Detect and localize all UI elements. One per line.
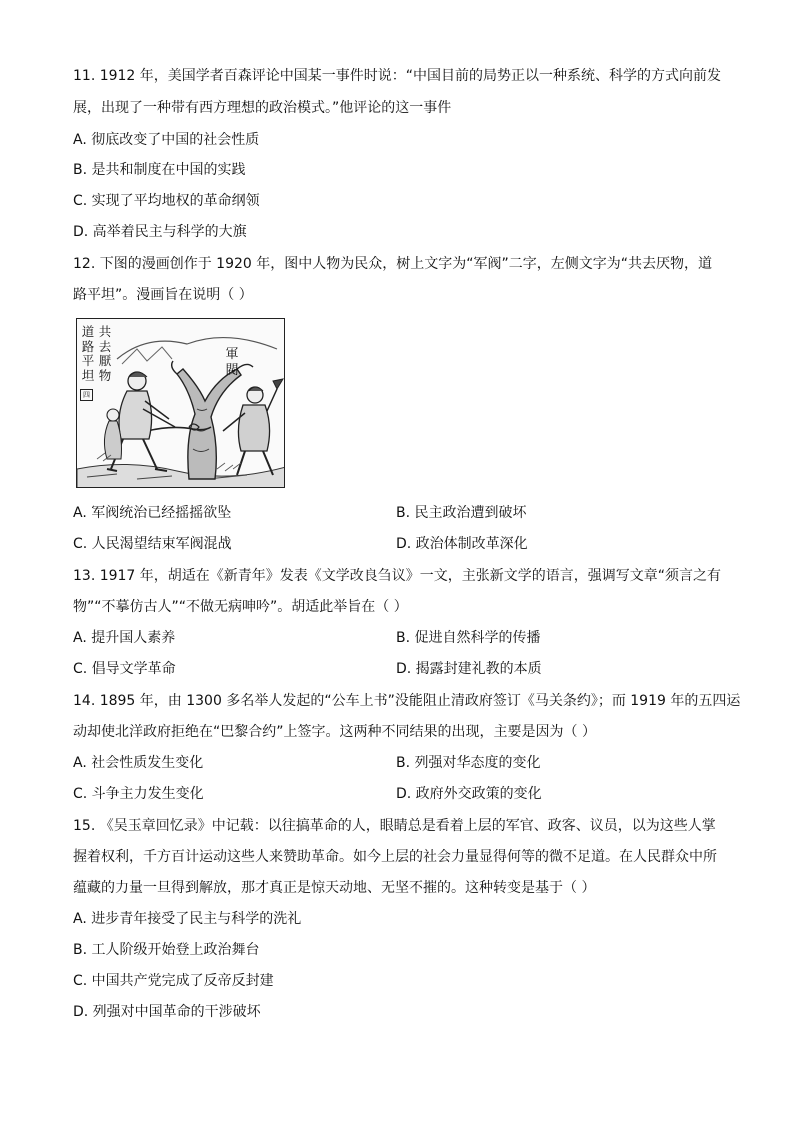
q11-option-a: A. 彻底改变了中国的社会性质 bbox=[73, 132, 260, 148]
cartoon-seal: 四 bbox=[80, 389, 93, 401]
q11-option-d: D. 高举着民主与科学的大旗 bbox=[73, 224, 247, 240]
q11-stem-line2: 展，出现了一种带有西方理想的政治模式。”他评论的这一事件 bbox=[73, 100, 452, 116]
q12-option-a: A. 军阀统治已经摇摇欲坠 bbox=[73, 505, 232, 521]
q12-option-c: C. 人民渴望结束军阀混战 bbox=[73, 536, 232, 552]
q12-stem-line2: 路平坦”。漫画旨在说明（ ） bbox=[73, 287, 253, 303]
q14-stem-line1: 14. 1895 年，由 1300 多名举人发起的“公车上书”没能阻止清政府签订《马关条约》；而 1919 年的五四运 bbox=[73, 693, 741, 709]
q12-option-d: D. 政治体制改革深化 bbox=[396, 536, 528, 552]
q14-option-c: C. 斗争主力发生变化 bbox=[73, 786, 204, 802]
q13-option-c: C. 倡导文学革命 bbox=[73, 661, 176, 677]
q15-stem-line3: 蕴藏的力量一旦得到解放，那才真正是惊天动地、无坚不摧的。这种转变是基于（ ） bbox=[73, 880, 596, 896]
q13-stem-line1: 13. 1917 年，胡适在《新青年》发表《文学改良刍议》一文，主张新文学的语言，强调写文章“须言之有 bbox=[73, 568, 722, 584]
q14-stem-line2: 动却使北洋政府拒绝在“巴黎合约”上签字。这两种不同结果的出现，主要是因为（ ） bbox=[73, 724, 596, 740]
q11-stem-line1: 11. 1912 年，美国学者百森评论中国某一事件时说：“中国目前的局势正以一种系统、科学的方式向前发 bbox=[73, 68, 722, 84]
q15-option-c: C. 中国共产党完成了反帝反封建 bbox=[73, 973, 274, 989]
q13-stem-line2: 物”“不摹仿古人”“不做无病呻吟”。胡适此举旨在（ ） bbox=[73, 599, 408, 615]
q15-option-d: D. 列强对中国革命的干涉破坏 bbox=[73, 1004, 261, 1020]
q12-option-b: B. 民主政治遭到破坏 bbox=[396, 505, 527, 521]
q14-option-d: D. 政府外交政策的变化 bbox=[396, 786, 542, 802]
cartoon-tree-text-junfa: 軍閥 bbox=[225, 347, 239, 378]
q14-option-a: A. 社会性质发生变化 bbox=[73, 755, 204, 771]
warlord-cartoon-image bbox=[76, 318, 285, 488]
q12-stem-line1: 12. 下图的漫画创作于 1920 年，图中人物为民众，树上文字为“军阀”二字，左侧文字为“共去厌物，道 bbox=[73, 256, 713, 272]
q15-stem-line2: 握着权利，千方百计运动这些人来赞助革命。如今上层的社会力量显得何等的微不足道。在人民群众中所 bbox=[73, 849, 717, 865]
q11-option-c: C. 实现了平均地权的革命纲领 bbox=[73, 193, 260, 209]
q14-option-b: B. 列强对华态度的变化 bbox=[396, 755, 541, 771]
q11-option-b: B. 是共和制度在中国的实践 bbox=[73, 162, 246, 178]
q13-option-b: B. 促进自然科学的传播 bbox=[396, 630, 541, 646]
q13-option-d: D. 揭露封建礼教的本质 bbox=[396, 661, 542, 677]
cartoon-caption-daolu: 道路平坦 bbox=[81, 324, 95, 383]
cartoon-caption-gongqu: 共去厭物 bbox=[98, 324, 112, 383]
q15-stem-line1: 15. 《吴玉章回忆录》中记载：以往搞革命的人，眼睛总是看着上层的军官、政客、议员，以为这些人掌 bbox=[73, 818, 716, 834]
q15-option-b: B. 工人阶级开始登上政治舞台 bbox=[73, 942, 260, 958]
q15-option-a: A. 进步青年接受了民主与科学的洗礼 bbox=[73, 911, 302, 927]
q13-option-a: A. 提升国人素养 bbox=[73, 630, 176, 646]
